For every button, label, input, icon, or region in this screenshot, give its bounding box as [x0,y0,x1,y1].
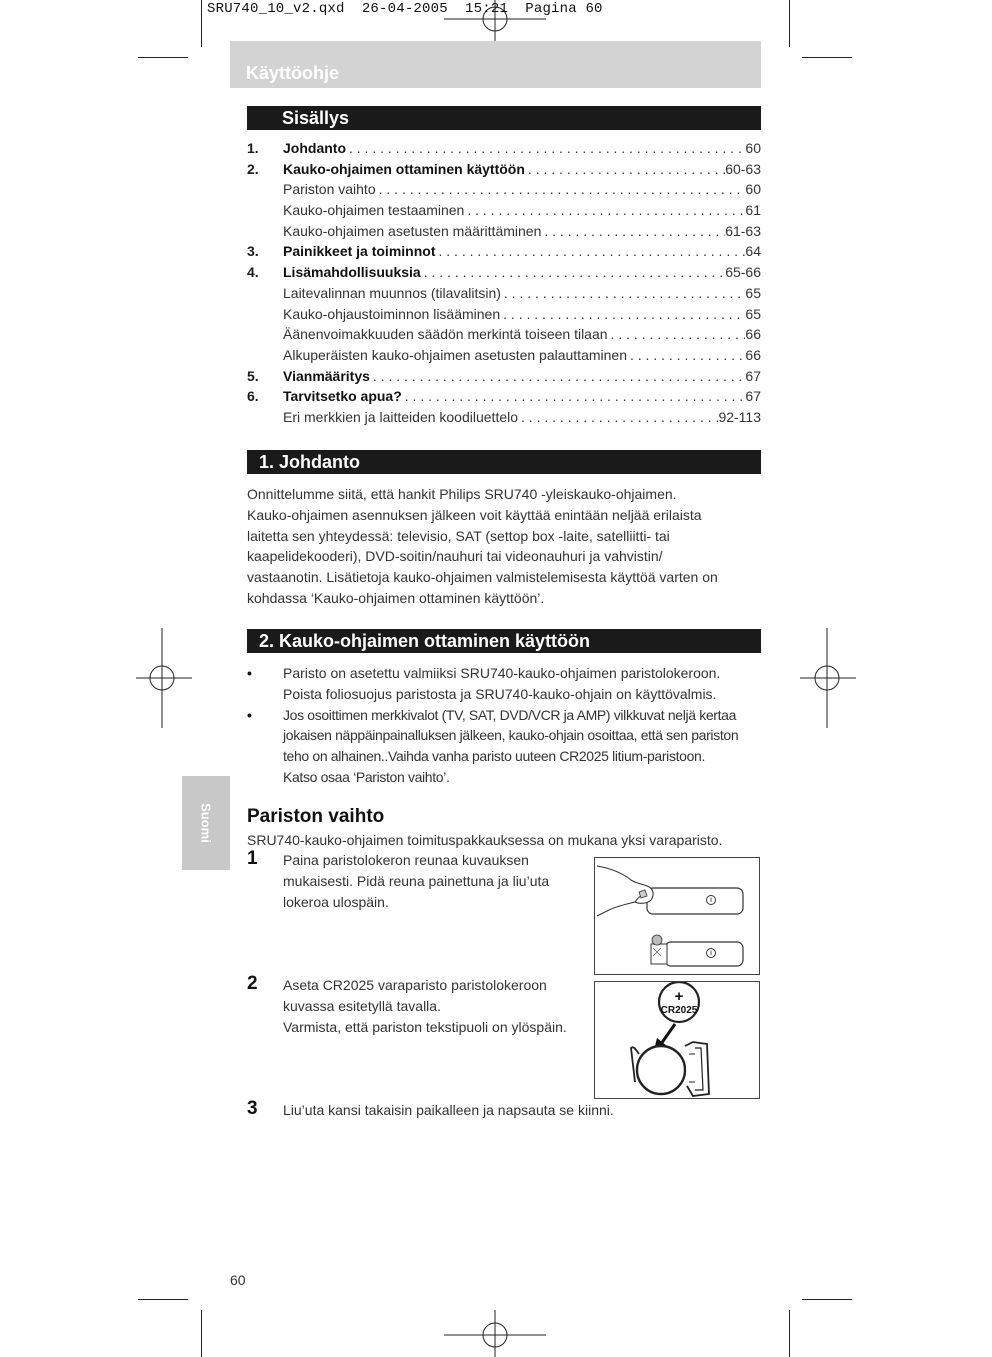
battery-intro: SRU740-kauko-ohjaimen toimituspakkauksessa on mukana yksi varaparisto. [247,832,723,848]
crop-mark-br-h [802,1299,852,1300]
toc-row [247,161,761,182]
body-line: Onnittelumme siitä, että hankit Philips SRU740 -yleiskauko-ohjaimen. [247,486,677,502]
section-header-band [230,41,761,88]
page-number: 60 [230,1272,246,1288]
bullet-item [247,705,761,788]
bullet-symbol: • [247,665,252,681]
battery-insert-illustration [594,981,760,1099]
bullet-line: Katso osaa ‘Pariston vaihto’. [283,768,450,785]
toc-leader-dots [370,368,746,384]
toc-entry-page: 92-113 [718,408,761,425]
toc-leader-dots [464,202,745,218]
toc-entry-page: 60-63 [725,160,761,177]
section-1-heading-bar [247,450,761,474]
toc-entry-page: 60 [745,140,761,156]
crop-mark-tl-h [138,57,188,58]
table-of-contents [247,140,761,430]
body-line: Kauko-ohjaimen asennuksen jälkeen voit käyttää enintään neljää erilaista [247,506,702,523]
toc-entry-number: 6. [247,388,259,405]
toc-row [247,326,761,347]
toc-leader-dots [421,264,725,280]
crop-mark-tr-v [789,0,790,47]
battery-insert-drawing [595,982,759,1098]
toc-row [247,223,761,244]
toc-entry-title: Pariston vaihto [283,181,376,198]
toc-entry-title: Laitevalinnan muunnos (tilavalitsin) [283,284,501,301]
language-tab-label: Suomi [198,803,214,843]
body-line: kohdassa ‘Kauko-ohjaimen ottaminen käyttöön’. [247,589,545,606]
section-1-body [247,484,761,609]
toc-row [247,285,761,306]
step-line: mukaisesti. Pidä reuna painettuna ja liu’uta [283,872,550,889]
step-number: 1 [247,848,258,869]
bullet-line: Jos osoittimen merkkivalot (TV, SAT, DVD/VCR ja AMP) vilkkuvat neljä kertaa [283,706,737,723]
toc-row [247,181,761,202]
toc-entry-number: 4. [247,264,259,281]
toc-entry-page: 66 [745,326,761,343]
body-line: vastaanotin. Lisätietoja kauko-ohjaimen valmistelemisesta käyttöä varten on [247,569,718,586]
registration-mark-left [136,628,192,728]
crop-mark-br-v [789,1310,790,1357]
toc-entry-page: 60 [745,181,761,198]
toc-leader-dots [435,243,745,259]
toc-entry-number: 5. [247,367,259,384]
toc-leader-dots [608,326,746,342]
toc-entry-title: Painikkeet ja toiminnot [283,243,436,260]
step-line: Paina paristolokeron reunaa kuvauksen [283,852,529,868]
toc-entry-page: 65-66 [725,264,761,281]
bullet-item [247,663,761,705]
toc-row [247,306,761,327]
body-line: laitetta sen yhteydessä: televisio, SAT (settop box -laite, satelliitti- tai [247,527,670,544]
registration-mark-bottom [444,1310,546,1357]
toc-row [247,388,761,409]
crop-mark-bl-h [138,1299,188,1300]
body-line: kaapelidekooderi), DVD-soitin/nauhuri tai videonauhuri ja vahvistin/ [247,548,663,565]
toc-entry-title: Äänenvoimakkuuden säädön merkintä toiseen tilaan [283,326,608,343]
section-label: Käyttöohje [246,63,340,83]
section-1-title: 1. Johdanto [259,452,361,472]
registration-mark-right [800,628,856,728]
toc-title: Sisällys [282,108,350,128]
toc-leader-dots [376,181,746,197]
toc-entry-page: 65 [745,284,761,301]
section-2-title: 2. Kauko-ohjaimen ottaminen käyttöön [259,631,591,651]
registration-mark-top [444,0,546,44]
toc-entry-page: 67 [745,367,761,384]
toc-row [247,140,761,161]
crop-mark-bl-v [201,1310,202,1357]
step-line: Liu’uta kansi takaisin paikalleen ja napsauta se kiinni. [283,1102,614,1118]
toc-entry-title: Johdanto [283,140,346,156]
step-number: 3 [247,1098,258,1119]
toc-row [247,368,761,389]
battery-plus-sign: + [674,988,684,1005]
toc-leader-dots [525,161,725,177]
step-number: 2 [247,973,258,994]
toc-entry-title: Eri merkkien ja laitteiden koodiluettelo [283,408,519,425]
bullet-line: Paristo on asetettu valmiiksi SRU740-kauko-ohjaimen paristolokeroon. [283,665,721,681]
toc-leader-dots [402,388,746,404]
toc-leader-dots [541,223,725,239]
toc-leader-dots [501,285,746,301]
toc-leader-dots [346,140,745,156]
toc-entry-title: Tarvitsetko apua? [283,388,402,405]
toc-entry-title: Kauko-ohjaustoiminnon lisääminen [283,305,501,322]
toc-entry-title: Kauko-ohjaimen testaaminen [283,202,465,219]
bullet-line: teho on alhainen..Vaihda vanha paristo uuteen CR2025 litium-paristoon. [283,748,705,765]
toc-row [247,409,761,430]
toc-entry-page: 66 [745,346,761,363]
toc-entry-page: 61-63 [725,222,761,239]
step-2-text [283,975,588,1037]
toc-entry-page: 67 [745,388,761,405]
section-2-heading-bar [247,629,761,653]
bullet-line: jokaisen näppäinpainalluksen jälkeen, kauko-ohjain osoittaa, että sen pariston [283,727,739,744]
crop-mark-tr-h [802,57,852,58]
section-2-bullets [247,663,761,788]
remote-tray-drawing [595,858,759,974]
battery-tray-illustration [594,857,760,975]
language-tab [182,776,230,870]
toc-entry-page: 61 [745,202,761,219]
toc-row [247,243,761,264]
toc-entry-title: Lisämahdollisuuksia [283,264,421,281]
step-line: lokeroa ulospäin. [283,893,389,910]
toc-entry-title: Kauko-ohjaimen ottaminen käyttöön [283,160,525,177]
print-slug: SRU740_10_v2.qxd 26-04-2005 15:21 Pagina 60 [207,1,603,17]
step-line: Varmista, että pariston tekstipuoli on ylöspäin. [283,1018,567,1035]
step-line: kuvassa esitetyllä tavalla. [283,997,441,1014]
step-1-text [283,850,583,912]
toc-leader-dots [627,347,745,363]
toc-entry-title: Vianmääritys [283,367,370,384]
bullet-line: Poista foliosuojus paristosta ja SRU740-kauko-ohjain on käyttövalmis. [283,685,717,702]
toc-entry-number: 1. [247,140,259,156]
step-3-text [283,1100,753,1121]
toc-heading-bar [247,106,761,130]
toc-entry-number: 2. [247,160,259,177]
battery-model-label: CR2025 [660,1005,698,1016]
toc-row [247,202,761,223]
toc-entry-page: 65 [745,305,761,322]
toc-row [247,347,761,368]
toc-entry-number: 3. [247,243,259,260]
battery-heading: Pariston vaihto [247,806,385,827]
crop-mark-tl-v [201,0,202,47]
toc-leader-dots [500,306,745,322]
toc-row [247,264,761,285]
toc-entry-title: Alkuperäisten kauko-ohjaimen asetusten palauttaminen [283,346,627,363]
bullet-symbol: • [247,706,252,723]
step-line: Aseta CR2025 varaparisto paristolokeroon [283,977,547,993]
toc-entry-page: 64 [745,243,761,260]
toc-leader-dots [518,409,718,425]
toc-entry-title: Kauko-ohjaimen asetusten määrittäminen [283,222,542,239]
